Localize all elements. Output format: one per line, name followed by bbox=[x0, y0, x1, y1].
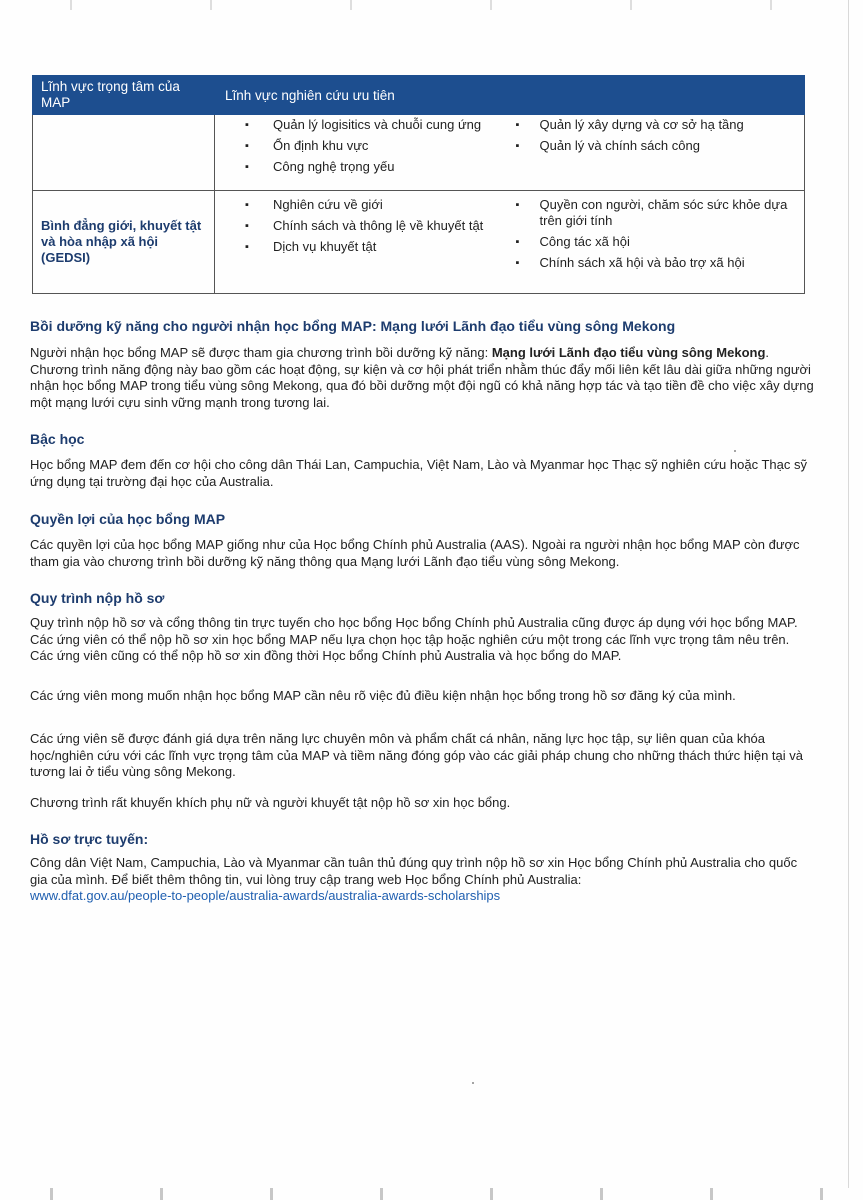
table-row-areas bbox=[215, 115, 805, 191]
section-title-online: Hồ sơ trực tuyến: bbox=[30, 831, 149, 847]
paragraph-process-2: Các ứng viên mong muốn nhận học bổng MAP cần nêu rõ việc đủ điều kiện nhận học bổng trong hồ sơ đăng ký của mình. bbox=[30, 688, 736, 703]
list-item: ▪ Nghiên cứu về giới bbox=[215, 197, 510, 213]
table-row bbox=[33, 191, 805, 294]
text-run-bold: Mạng lưới Lãnh đạo tiểu vùng sông Mekong bbox=[491, 345, 766, 360]
paragraph-process-4: Chương trình rất khuyến khích phụ nữ và người khuyết tật nộp hồ sơ xin học bổng. bbox=[30, 795, 511, 810]
section-title-process: Quy trình nộp hồ sơ bbox=[30, 590, 165, 606]
table-header-row bbox=[33, 76, 805, 115]
list-item: ▪ Ổn định khu vực bbox=[215, 138, 510, 154]
scan-dot bbox=[472, 1082, 474, 1084]
scan-artifact-top bbox=[0, 0, 863, 10]
scan-artifact-bottom bbox=[0, 1188, 863, 1200]
list-item: ▪ Chính sách và thông lệ về khuyết tật bbox=[215, 218, 510, 234]
list-item: ▪ Chính sách xã hội và bảo trợ xã hội bbox=[510, 255, 805, 271]
text-run: Công dân Việt Nam, Campuchia, Lào và Myanmar cần tuân thủ đúng quy trình nộp hồ sơ xin Học bổng Chính phủ Australia cho quốc gia của mình. Để biết thêm thông tin, vui lòng truy cập trang web Học bổng Chính phủ Australia: bbox=[30, 855, 798, 887]
text-run: . Chương trình năng động này bao gồm các hoạt động, sự kiện và cơ hội phát triển nhằm thúc đẩy mối liên kết lâu dài giữa những người nhận học bổng MAP trong tiểu vùng sông Mekong, qua đó bồi dưỡng một đội ngũ có khả năng hợp tác và tạo tiền đề cho việc xây dựng một mạng lưới cựu sinh vững mạnh trong tương lai. bbox=[30, 345, 814, 410]
areas-column-right bbox=[510, 197, 805, 276]
table-header-focus-area: Lĩnh vực trọng tâm của MAP bbox=[33, 76, 215, 115]
list-item: ▪ Quản lý logisitics và chuỗi cung ứng bbox=[215, 117, 510, 133]
list-item: ▪ Quyền con người, chăm sóc sức khỏe dựa trên giới tính bbox=[510, 197, 805, 229]
list-item: ▪ Dịch vụ khuyết tật bbox=[215, 239, 510, 255]
list-item: ▪ Quản lý và chính sách công bbox=[510, 138, 805, 154]
paragraph-level: Học bổng MAP đem đến cơ hội cho công dân Thái Lan, Campuchia, Việt Nam, Lào và Myanmar học Thạc sỹ nghiên cứu hoặc Thạc sỹ ứng dụng tại trường đại học của Australia. bbox=[30, 457, 807, 489]
section-title-level: Bậc học bbox=[30, 431, 85, 447]
paragraph-process-3: Các ứng viên sẽ được đánh giá dựa trên năng lực chuyên môn và phẩm chất cá nhân, năng lực học tập, sự liên quan của khóa học/nghiên cứu với các lĩnh vực trọng tâm của MAP và tiềm năng đóng góp vào các giải pháp chung cho những thách thức hiện tại và tương lai ở tiểu vùng sông Mekong. bbox=[30, 731, 804, 779]
table-row-label bbox=[33, 115, 215, 191]
areas-column-left bbox=[215, 117, 510, 175]
areas-column-left bbox=[215, 197, 510, 276]
awards-website-link[interactable]: www.dfat.gov.au/people-to-people/australia-awards/australia-awards-scholarships bbox=[30, 888, 501, 903]
section-title-leadership: Bồi dưỡng kỹ năng cho người nhận học bổng MAP: Mạng lưới Lãnh đạo tiểu vùng sông Mekong bbox=[30, 318, 676, 334]
list-item: ▪ Công nghệ trọng yếu bbox=[215, 159, 510, 175]
text-run: Người nhận học bổng MAP sẽ được tham gia chương trình bồi dưỡng kỹ năng: bbox=[30, 345, 492, 360]
focus-areas-table bbox=[32, 75, 805, 294]
paragraph-leadership bbox=[30, 345, 814, 411]
areas-column-right bbox=[510, 117, 805, 175]
list-item: ▪ Quản lý xây dựng và cơ sở hạ tầng bbox=[510, 117, 805, 133]
table-row-label: Bình đẳng giới, khuyết tật và hòa nhập xã hội (GEDSI) bbox=[33, 191, 215, 294]
scan-dot bbox=[734, 450, 736, 452]
table-header-research-area: Lĩnh vực nghiên cứu ưu tiên bbox=[215, 76, 805, 115]
section-title-benefits: Quyền lợi của học bổng MAP bbox=[30, 511, 226, 527]
page-edge bbox=[848, 0, 849, 1188]
list-item: ▪ Công tác xã hội bbox=[510, 234, 805, 250]
table-row bbox=[33, 115, 805, 191]
paragraph-benefits: Các quyền lợi của học bổng MAP giống như của Học bổng Chính phủ Australia (AAS). Ngoài ra người nhận học bổng MAP còn được tham gia vào chương trình bồi dưỡng kỹ năng thông qua Mạng lưới Lãnh đạo tiểu vùng sông Mekong. bbox=[30, 537, 800, 569]
paragraph-online bbox=[30, 855, 814, 905]
paragraph-process-1: Quy trình nộp hồ sơ và cổng thông tin trực tuyến cho học bổng Học bổng Chính phủ Australia cũng được áp dụng với học bổng MAP. Các ứng viên có thể nộp hồ sơ xin học bổng MAP nếu lựa chọn học tập hoặc nghiên cứu một trong các lĩnh vực trọng tâm nêu trên. Các ứng viên cũng có thể nộp hồ sơ xin đồng thời Học bổng Chính phủ Australia và học bổng do MAP. bbox=[30, 615, 798, 663]
table-row-areas bbox=[215, 191, 805, 294]
